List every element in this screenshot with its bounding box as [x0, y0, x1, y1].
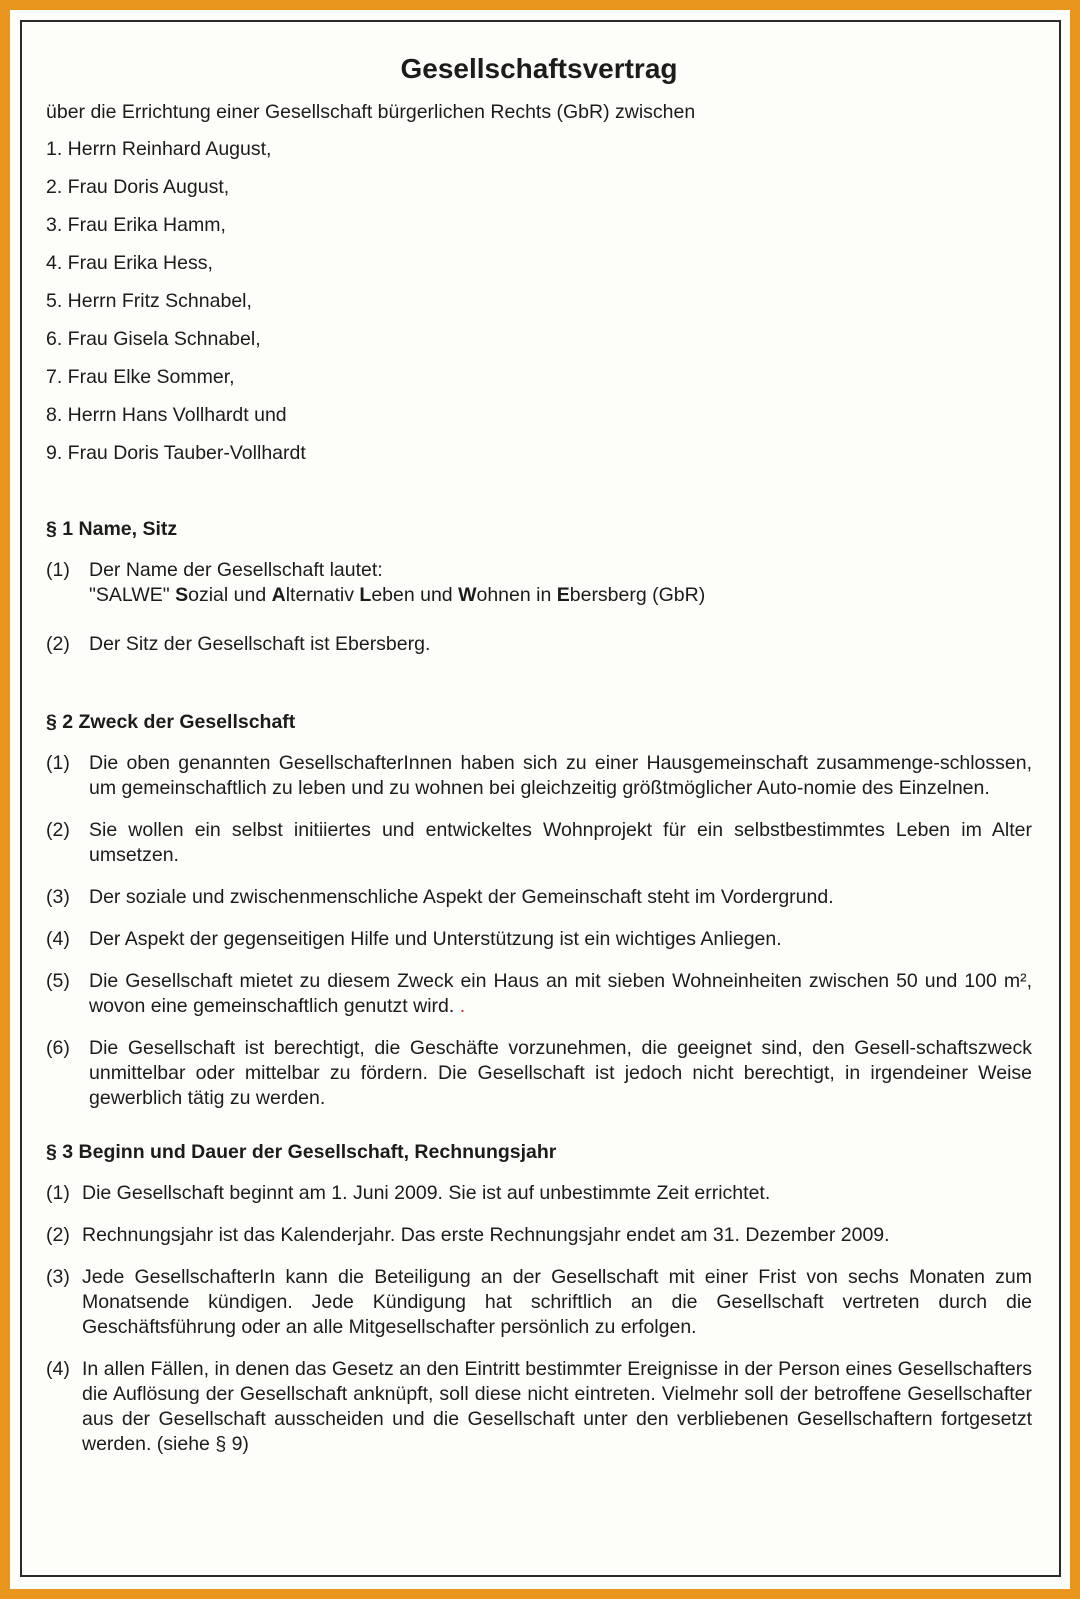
paragraph-number: (1)	[46, 752, 70, 774]
paragraph-text: Der Sitz der Gesellschaft ist Ebersberg.	[89, 633, 431, 655]
acronym-letter: L	[359, 584, 372, 606]
company-name-quote: "SALWE"	[89, 584, 176, 606]
section-2-paragraph-1	[46, 751, 1032, 801]
section-2-paragraph-5	[46, 969, 1032, 1019]
paragraph-text: Die Gesellschaft ist berechtigt, die Geschäfte vorzunehmen, die geeignet sind, den Gesell-schaftszweck unmittelbar oder mittelbar zu fördern. Die Gesellschaft ist jedoch nicht berechtigt, in irgendeiner Weise gewerblich tätig zu werden.	[89, 1037, 1032, 1109]
paragraph-number: (4)	[46, 928, 70, 950]
paragraph-number: (2)	[46, 633, 70, 655]
contract-document	[46, 44, 1032, 1474]
paragraph-text: Rechnungsjahr ist das Kalenderjahr. Das erste Rechnungsjahr endet am 31. Dezember 2009.	[82, 1224, 890, 1246]
paragraph-number: (5)	[46, 970, 70, 992]
section-2-paragraph-6	[46, 1036, 1032, 1111]
paragraph-number: (2)	[46, 1224, 70, 1246]
paragraph-text: Die Gesellschaft mietet zu diesem Zweck ein Haus an mit sieben Wohneinheiten zwischen 50 und 100 m², wovon eine gemeinschaftlich genutzt wird.	[89, 970, 1032, 1017]
party-item: 4. Frau Erika Hess,	[46, 252, 213, 274]
paragraph-number: (4)	[46, 1358, 70, 1380]
document-title: Gesellschaftsvertrag	[400, 53, 678, 84]
red-mark: .	[459, 995, 466, 1017]
paragraph-number: (1)	[46, 559, 70, 581]
party-item: 7. Frau Elke Sommer,	[46, 366, 235, 388]
party-item: 1. Herrn Reinhard August,	[46, 138, 272, 160]
paragraph-number: (3)	[46, 1266, 70, 1288]
paragraph-number: (1)	[46, 1182, 70, 1204]
section-3-paragraph-1	[46, 1181, 1032, 1206]
section-1-heading: § 1 Name, Sitz	[46, 518, 178, 540]
paragraph-text: Die oben genannten GesellschafterInnen haben sich zu einer Hausgemeinschaft zusammenge-schlossen, um gemeinschaftlich zu leben und zu wohnen bei gleichzeitig größtmöglicher Auto-nomie des Einzelnen.	[89, 752, 1032, 799]
paragraph-text: Der Name der Gesellschaft lautet:	[89, 559, 383, 581]
party-item: 3. Frau Erika Hamm,	[46, 214, 226, 236]
paragraph-text: Der soziale und zwischenmenschliche Aspekt der Gemeinschaft steht im Vordergrund.	[89, 886, 834, 908]
party-list	[46, 137, 1032, 479]
paragraph-text: Die Gesellschaft beginnt am 1. Juni 2009. Sie ist auf unbestimmte Zeit errichtet.	[82, 1182, 771, 1204]
section-3-paragraph-2	[46, 1223, 1032, 1248]
section-3-paragraph-4	[46, 1357, 1032, 1457]
section-1-paragraph-1: (1) Der Name der Gesellschaft lautet: "SALWE" Sozial und Alternativ Leben und Wohnen in Ebersberg (GbR)	[46, 559, 706, 606]
section-3-paragraph-3	[46, 1265, 1032, 1340]
party-item: 2. Frau Doris August,	[46, 176, 230, 198]
paragraph-number: (6)	[46, 1037, 70, 1059]
paragraph-text: Der Aspekt der gegenseitigen Hilfe und Unterstützung ist ein wichtiges Anliegen.	[89, 928, 782, 950]
section-1-paragraph-2	[46, 632, 1032, 657]
party-item: 6. Frau Gisela Schnabel,	[46, 328, 261, 350]
acronym-letter: E	[556, 584, 570, 606]
party-item: 8. Herrn Hans Vollhardt und	[46, 404, 287, 426]
paragraph-number: (3)	[46, 886, 70, 908]
party-item: 9. Frau Doris Tauber-Vollhardt	[46, 442, 306, 464]
paragraph-text: Jede GesellschafterIn kann die Beteiligung an der Gesellschaft mit einer Frist von sechs Monaten zum Monatsende kündigen. Jede Kündigung hat schriftlich an die Gesellschaft vertreten durch die Geschäftsführung oder an alle Mitgesellschafter persönlich zu erfolgen.	[82, 1266, 1032, 1338]
document-intro: über die Errichtung einer Gesellschaft bürgerlichen Rechts (GbR) zwischen	[46, 101, 696, 123]
section-2-paragraph-2	[46, 818, 1032, 868]
section-2-paragraph-4	[46, 927, 1032, 952]
paragraph-text: Sie wollen ein selbst initiiertes und entwickeltes Wohnprojekt für ein selbstbestimmtes Leben im Alter umsetzen.	[89, 819, 1032, 866]
paragraph-number: (2)	[46, 819, 70, 841]
paragraph-text: In allen Fällen, in denen das Gesetz an den Eintritt bestimmter Ereignisse in der Person eines Gesellschafters die Auflösung der Gesellschaft anknüpft, soll diese nicht eintreten. Vielmehr soll der betroffene Gesellschafter aus der Gesellschaft ausscheiden und die Gesellschaft unter den verbliebenen Gesellschaftern fortgesetzt werden. (siehe § 9)	[82, 1358, 1032, 1455]
party-item: 5. Herrn Fritz Schnabel,	[46, 290, 252, 312]
section-2-heading: § 2 Zweck der Gesellschaft	[46, 711, 296, 733]
section-3-heading: § 3 Beginn und Dauer der Gesellschaft, Rechnungsjahr	[46, 1141, 557, 1163]
acronym-letter: W	[458, 584, 477, 606]
section-3	[46, 1128, 1032, 1457]
acronym-letter: A	[271, 584, 286, 606]
section-2-paragraph-3	[46, 885, 1032, 910]
acronym-letter: S	[175, 584, 189, 606]
